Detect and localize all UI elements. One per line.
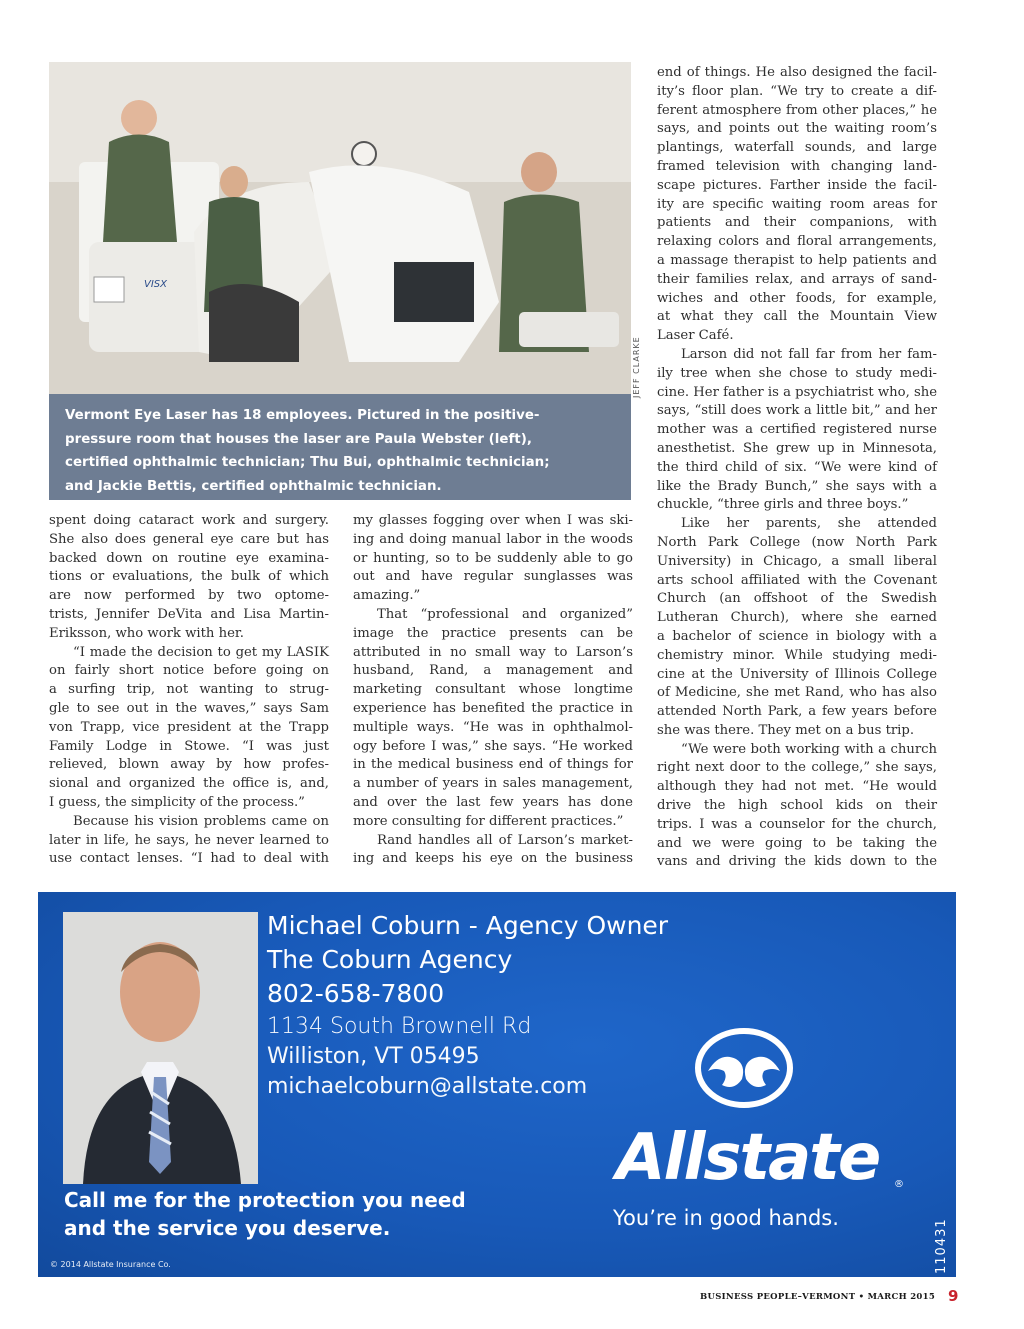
agency-name: The Coburn Agency [267,945,513,974]
ad-copyright: © 2014 Allstate Insurance Co. [50,1260,171,1269]
article-text-line: vans and driving the kids down to the [657,854,937,870]
article-text-line: scape pictures. Farther inside the facil- [657,177,937,193]
article-text-line: She also does general eye care but has [49,531,329,547]
article-text-line: my glasses fogging over when I was ski- [353,513,633,528]
article-text-line: marketing consultant whose longtime [353,682,633,698]
article-text-line: patients and their companions, with [657,215,937,231]
article-text-line: relaxing colors and floral arrangements, [657,234,937,250]
tagline-line: Call me for the protection you need [64,1188,466,1212]
article-text-line: use contact lenses. “I had to deal with [49,851,329,867]
article-text-line: or hunting, so to be suddenly able to go [353,550,633,566]
article-text-line: at what they call the Mountain View [657,309,937,325]
agent-headshot [63,912,258,1184]
article-text-line: trists, Jennifer DeVita and Lisa Martin- [49,606,329,622]
article-text-line: ferent atmosphere from other places,” he [657,102,937,118]
article-text-line: I guess, the simplicity of the process.” [49,794,305,810]
article-text-line: Larson did not fall far from her fam- [681,346,937,362]
article-text-line: end of things. He also designed the facil- [657,65,937,80]
article-text-line: plantings, waterfall sounds, and large [657,140,937,156]
article-text-line: Family Lodge in Stowe. “I was just [49,738,329,754]
article-text-line: University) in Chicago, a small liberal [657,553,937,569]
ad-code: 110431 [934,1218,949,1274]
article-text-line: ity are specific waiting room areas for [657,196,937,212]
article-column-2 [353,512,633,869]
photo-caption [49,394,631,500]
article-text-line: a surfing trip, not wanting to strug- [49,682,329,698]
article-text-line: multiple ways. “He was in ophthalmol- [353,719,633,735]
article-text-line: spent doing cataract work and surgery. [49,513,329,528]
article-text-line: husband, Rand, a management and [353,663,633,679]
article-text-line: trips. I was a counselor for the church, [657,816,937,832]
article-text-line: like the Brady Bunch,” she says with a [657,478,937,494]
article-text-line: Church (an offshoot of the Swedish [657,591,937,607]
article-text-line: cine at the University of Illinois College [657,666,937,682]
tagline-line: and the service you deserve. [64,1216,391,1240]
article-text-line: although they had not met. “He would [657,779,937,795]
article-text-line: the third child of six. “We were kind of [657,459,937,475]
article-text-line: Because his vision problems came on [73,813,329,829]
agent-name: Michael Coburn - Agency Owner [267,911,669,940]
article-text-line: more consulting for different practices.” [353,813,624,829]
article-text-line: ing and doing manual labor in the woods [353,531,633,547]
article-text-line: drive the high school kids on their [657,798,937,814]
article-text-line: later in life, he says, he never learned to [49,832,329,848]
article-text-line: of Medicine, she met Rand, who has also [657,685,937,701]
article-text-line: Rand handles all of Larson’s market- [377,832,633,848]
agency-phone[interactable]: 802-658-7800 [267,979,445,1008]
article-text-line: image the practice presents can be [353,625,633,641]
article-text-line: says, “still does work a little bit,” and her [657,403,937,419]
article-text-line: Laser Café. [657,328,734,344]
article-text-line: relieved, blown away by how profes- [49,757,329,773]
photo-credit: JEFF CLARKE [632,336,641,398]
article-text-line: ogy before I was,” she says. “He worked [353,738,633,754]
article-text-line: That “professional and organized” [377,606,633,622]
article-text-line: a massage therapist to help patients and [657,252,937,268]
article-text-line: out and have regular sunglasses was [353,569,633,585]
article-text-line: she was there. They met on a bus trip. [657,722,915,738]
caption-line: pressure room that houses the laser are Paula Webster (left), [65,431,532,447]
article-text-line: sional and organized the office is, and, [49,776,329,792]
article-text-line: on fairly short notice before going on [49,663,329,679]
article-text-line: backed down on routine eye examina- [49,550,329,566]
visx-label: VISX [144,279,167,290]
allstate-slogan: You’re in good hands. [613,1206,839,1230]
article-text-line: ily tree when she chose to study medi- [657,365,937,381]
article-text-line: Like her parents, she attended [681,516,937,532]
article-text-line: in the medical business end of things for [353,757,633,773]
article-text-line: and we were going to be taking the [657,835,937,851]
article-text-line: says, and points out the waiting room’s [657,121,937,137]
article-text-line: “We were both working with a church [681,741,937,757]
article-text-line: tions or evaluations, the bulk of which [49,569,329,585]
article-text-line: a number of years in sales management, [353,776,633,792]
allstate-advertisement [38,892,956,1277]
agency-address-line1: 1134 South Brownell Rd [267,1014,532,1039]
article-text-line: are now performed by two optome- [49,588,329,604]
article-text-line: amazing.” [353,588,421,604]
article-text-line: ity’s floor plan. “We try to create a dif- [657,83,937,99]
article-text-line: cine. Her father is a psychiatrist who, she [657,384,938,400]
article-text-line: a bachelor of science in biology with a [657,628,937,644]
article-text-line: attributed in no small way to Larson’s [353,644,633,660]
article-text-line: gle to see out in the waves,” says Sam [49,700,329,716]
article-text-line: anesthetist. She grew up in Minnesota, [657,440,937,456]
caption-line: and Jackie Bettis, certified ophthalmic technician. [65,478,442,494]
caption-line: certified ophthalmic technician; Thu Bui, ophthalmic technician; [65,455,550,470]
agency-address-line2: Williston, VT 05495 [267,1044,480,1069]
article-text-line: attended North Park, a few years before [657,704,937,720]
allstate-wordmark: Allstate [616,1121,880,1195]
article-text-line: Eriksson, who work with her. [49,625,244,641]
agency-email[interactable]: michaelcoburn@allstate.com [267,1074,588,1099]
allstate-hands-logo-icon [694,1027,794,1109]
article-text-line: framed television with changing land- [657,158,937,174]
article-text-line: wiches and other foods, for example, [657,290,937,306]
registered-mark: ® [894,1179,904,1190]
article-text-line: arts school affiliated with the Covenant [657,572,937,588]
article-text-line: chemistry minor. While studying medi- [657,647,937,663]
article-text-line: experience has benefited the practice in [353,700,633,716]
publication-footer: BUSINESS PEOPLE–VERMONT • MARCH 2015 [700,1292,936,1302]
article-photo [49,62,631,394]
article-text-line: chuckle, “three girls and three boys.” [657,497,909,513]
laser-room-illustration [49,62,631,394]
article-text-line: von Trapp, vice president at the Trapp [49,719,329,735]
page-number: 9 [948,1287,959,1305]
article-text-line: North Park College (now North Park [657,534,937,550]
article-column-1 [49,512,329,869]
article-text-line: mother was a certified registered nurse [657,422,937,438]
article-text-line: ing and keeps his eye on the business [353,851,633,867]
article-text-line: their families relax, and arrays of sand- [657,271,937,287]
caption-line: Vermont Eye Laser has 18 employees. Pictured in the positive- [65,408,540,423]
ad-tagline [64,1186,484,1242]
article-text-line: Lutheran Church), where she earned [657,610,937,626]
article-text-line: and over the last few years has done [353,794,633,810]
article-column-3 [657,64,937,872]
article-text-line: “I made the decision to get my LASIK [73,644,329,660]
article-text-line: right next door to the college,” she says, [657,760,937,776]
agent-portrait-illustration [63,912,258,1184]
